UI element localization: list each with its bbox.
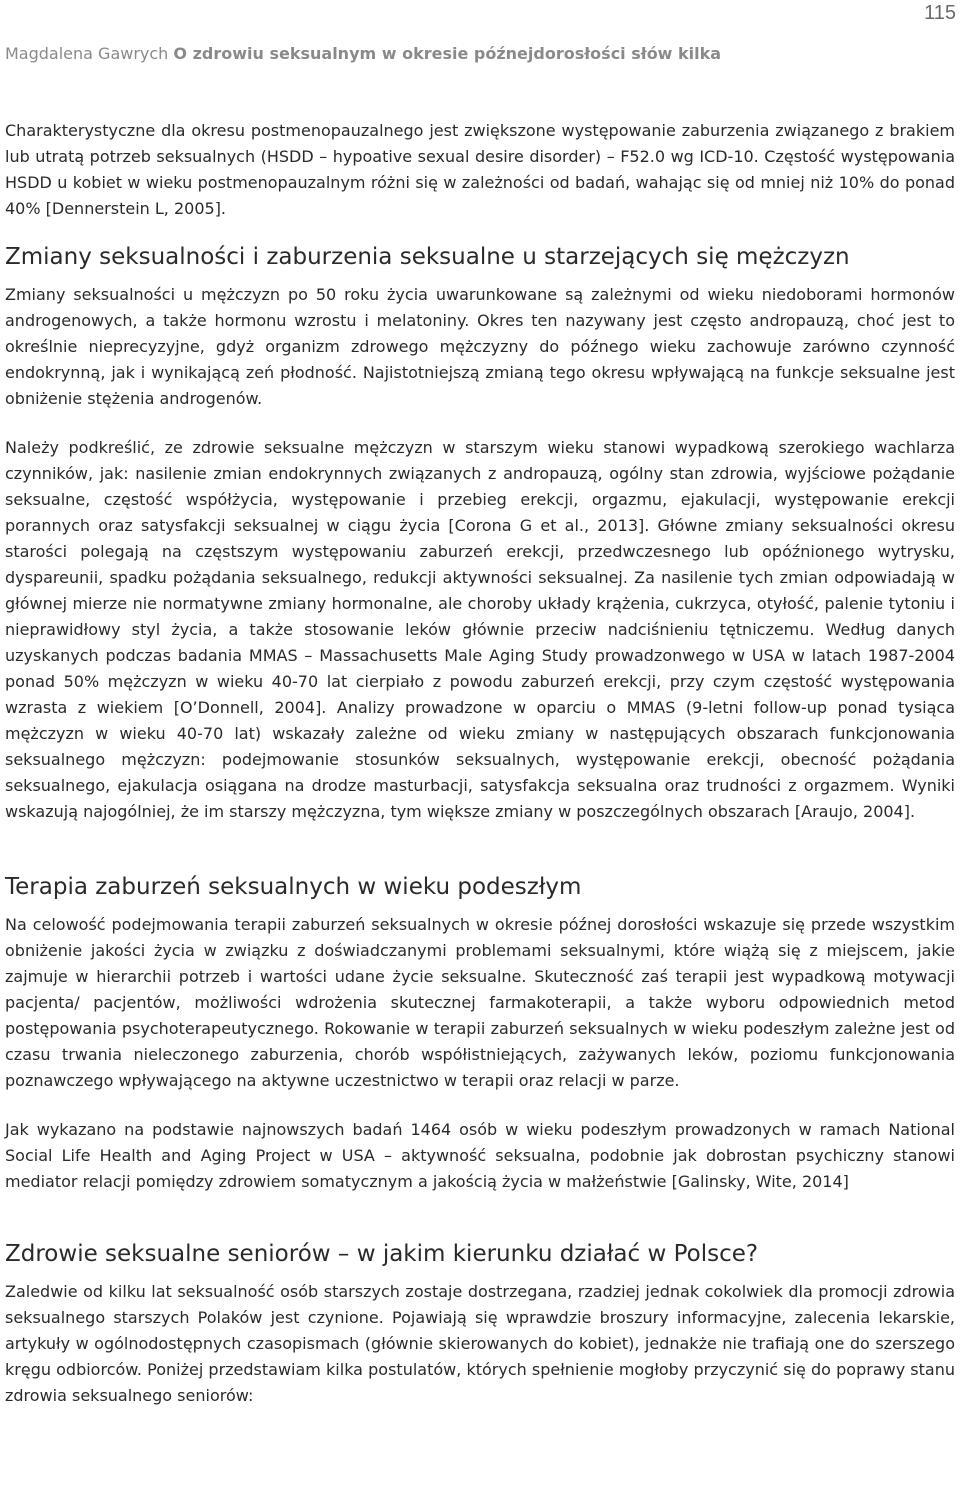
header-author: Magdalena Gawrych bbox=[5, 44, 169, 63]
body-paragraph: Zmiany seksualności u mężczyzn po 50 roku życia uwarunkowane są zależnymi od wieku niedoborami hormonów androgenowych, a także hormonu wzrostu i melatoniny. Okres ten nazywany jest często andropauzą, choć jest to określnie nieprecyzyjne, gdyż organizm zdrowego mężczyzny do późnego wieku zachowuje zarówno czynność endokrynną, jak i wynikającą zeń płodność. Najistotniejszą zmianą tego okresu wpływającą na funkcje seksualne jest obniżenie stężenia androgenów. bbox=[5, 285, 955, 408]
section-seniors-poland bbox=[5, 1239, 955, 1409]
running-header bbox=[5, 44, 721, 63]
intro-paragraph: Charakterystyczne dla okresu postmenopauzalnego jest zwiększone występowanie zaburzenia związanego z brakiem lub utratą potrzeb seksualnych (HSDD – hypoative sexual desire disorder) – F52.0 wg ICD-10. Częstość występowania HSDD u kobiet w wieku postmenopauzalnym różni się w zależności od badań, wahając się od mniej niż 10% do ponad 40% [Dennerstein L, 2005]. bbox=[5, 121, 955, 218]
header-title: O zdrowiu seksualnym w okresie późnejdorosłości słów kilka bbox=[173, 44, 722, 63]
body-paragraph: Zaledwie od kilku lat seksualność osób starszych zostaje dostrzegana, rzadziej jednak cokolwiek dla promocji zdrowia seksualnego starszych Polaków jest czynione. Pojawiają się wprawdzie broszury informacyjne, zalecenia lekarskie, artykuły w ogólnodostępnych czasopismach (głównie skierowanych do kobiet), jednakże nie trafiają one do szerszego kręgu odbiorców. Poniżej przedstawiam kilka postulatów, których spełnienie mogłoby przyczynić się do poprawy stanu zdrowia seksualnego seniorów: bbox=[5, 1282, 955, 1405]
section-heading: Terapia zaburzeń seksualnych w wieku podeszłym bbox=[5, 874, 582, 900]
body-paragraph: Jak wykazano na podstawie najnowszych badań 1464 osób w wieku podeszłym prowadzonych w ramach National Social Life Health and Aging Project w USA – aktywność seksualna, podobnie jak dobrostan psychiczny stanowi mediator relacji pomiędzy zdrowiem somatycznym a jakością życia w małżeństwie [Galinsky, Wite, 2014] bbox=[5, 1120, 955, 1191]
section-therapy bbox=[5, 872, 955, 1195]
page-number: 115 bbox=[924, 2, 956, 24]
body-paragraph: Należy podkreślić, ze zdrowie seksualne mężczyzn w starszym wieku stanowi wypadkową szerokiego wachlarza czynników, jak: nasilenie zmian endokrynnych związanych z andropauzą, ogólny stan zdrowia, wyjściowe pożądanie seksualne, częstość współżycia, występowanie i przebieg erekcji, orgazmu, ejakulacji, występowanie erekcji porannych oraz satysfakcji seksualnej w ciągu życia [Corona G et al., 2013]. Główne zmiany seksualności okresu starości polegają na częstszym występowaniu zaburzeń erekcji, przedwczesnego lub opóźnionego wytrysku, dyspareunii, spadku pożądania seksualnego, redukcji aktywności seksualnej. Za nasilenie tych zmian odpowiadają w głównej mierze nie normatywne zmiany hormonalne, ale choroby układy krążenia, cukrzyca, otyłość, palenie tytoniu i nieprawidłowy styl życia, a także stosowanie leków głównie przeciw nadciśnieniu tętniczemu. Według danych uzyskanych podczas badania MMAS – Massachusetts Male Aging Study prowadzonwego w USA w latach 1987-2004 ponad 50% mężczyzn w wieku 40-70 lat cierpiało z powodu zaburzeń erekcji, przy czym częstość występowania wzrasta z wiekiem [O’Donnell, 2004]. Analizy prowadzone w oparciu o MMAS (9-letni follow-up ponad tysiąca mężczyzn w wieku 40-70 lat) wskazały zależne od wieku zmiany w następujących obszarach funkcjonowania seksualnego mężczyzn: podejmowanie stosunków seksualnych, występowanie erekcji, obecność pożądania seksualnego, ejakulacja osiągana na drodze masturbacji, satysfakcja seksualna oraz trudności z orgazmem. Wyniki wskazują najogólniej, że im starszy mężczyzna, tym większe zmiany w poszczególnych obszarach [Araujo, 2004]. bbox=[5, 438, 955, 821]
section-heading: Zmiany seksualności i zaburzenia seksualne u starzejących się mężczyzn bbox=[5, 244, 850, 270]
body-paragraph: Na celowość podejmowania terapii zaburzeń seksualnych w okresie późnej dorosłości wskazuje się przede wszystkim obniżenie jakości życia w związku z doświadczanymi problemami seksualnymi, które wiążą się z miejscem, jakie zajmuje w hierarchii potrzeb i wartości udane życie seksualne. Skuteczność zaś terapii jest wypadkową motywacji pacjenta/ pacjentów, możliwości wdrożenia skutecznej farmakoterapii, a także wyboru odpowiednich metod postępowania psychoterapeutycznego. Rokowanie w terapii zaburzeń seksualnych w wieku podeszłym zależne jest od czasu trwania nieleczonego zaburzenia, chorób współistniejących, zażywanych leków, poziomu funkcjonowania poznawczego wpływającego na aktywne uczestnictwo w terapii oraz relacji w parze. bbox=[5, 915, 955, 1090]
section-men-sexuality bbox=[5, 242, 955, 825]
article-body bbox=[5, 118, 955, 1409]
section-heading: Zdrowie seksualne seniorów – w jakim kierunku działać w Polsce? bbox=[5, 1241, 759, 1267]
